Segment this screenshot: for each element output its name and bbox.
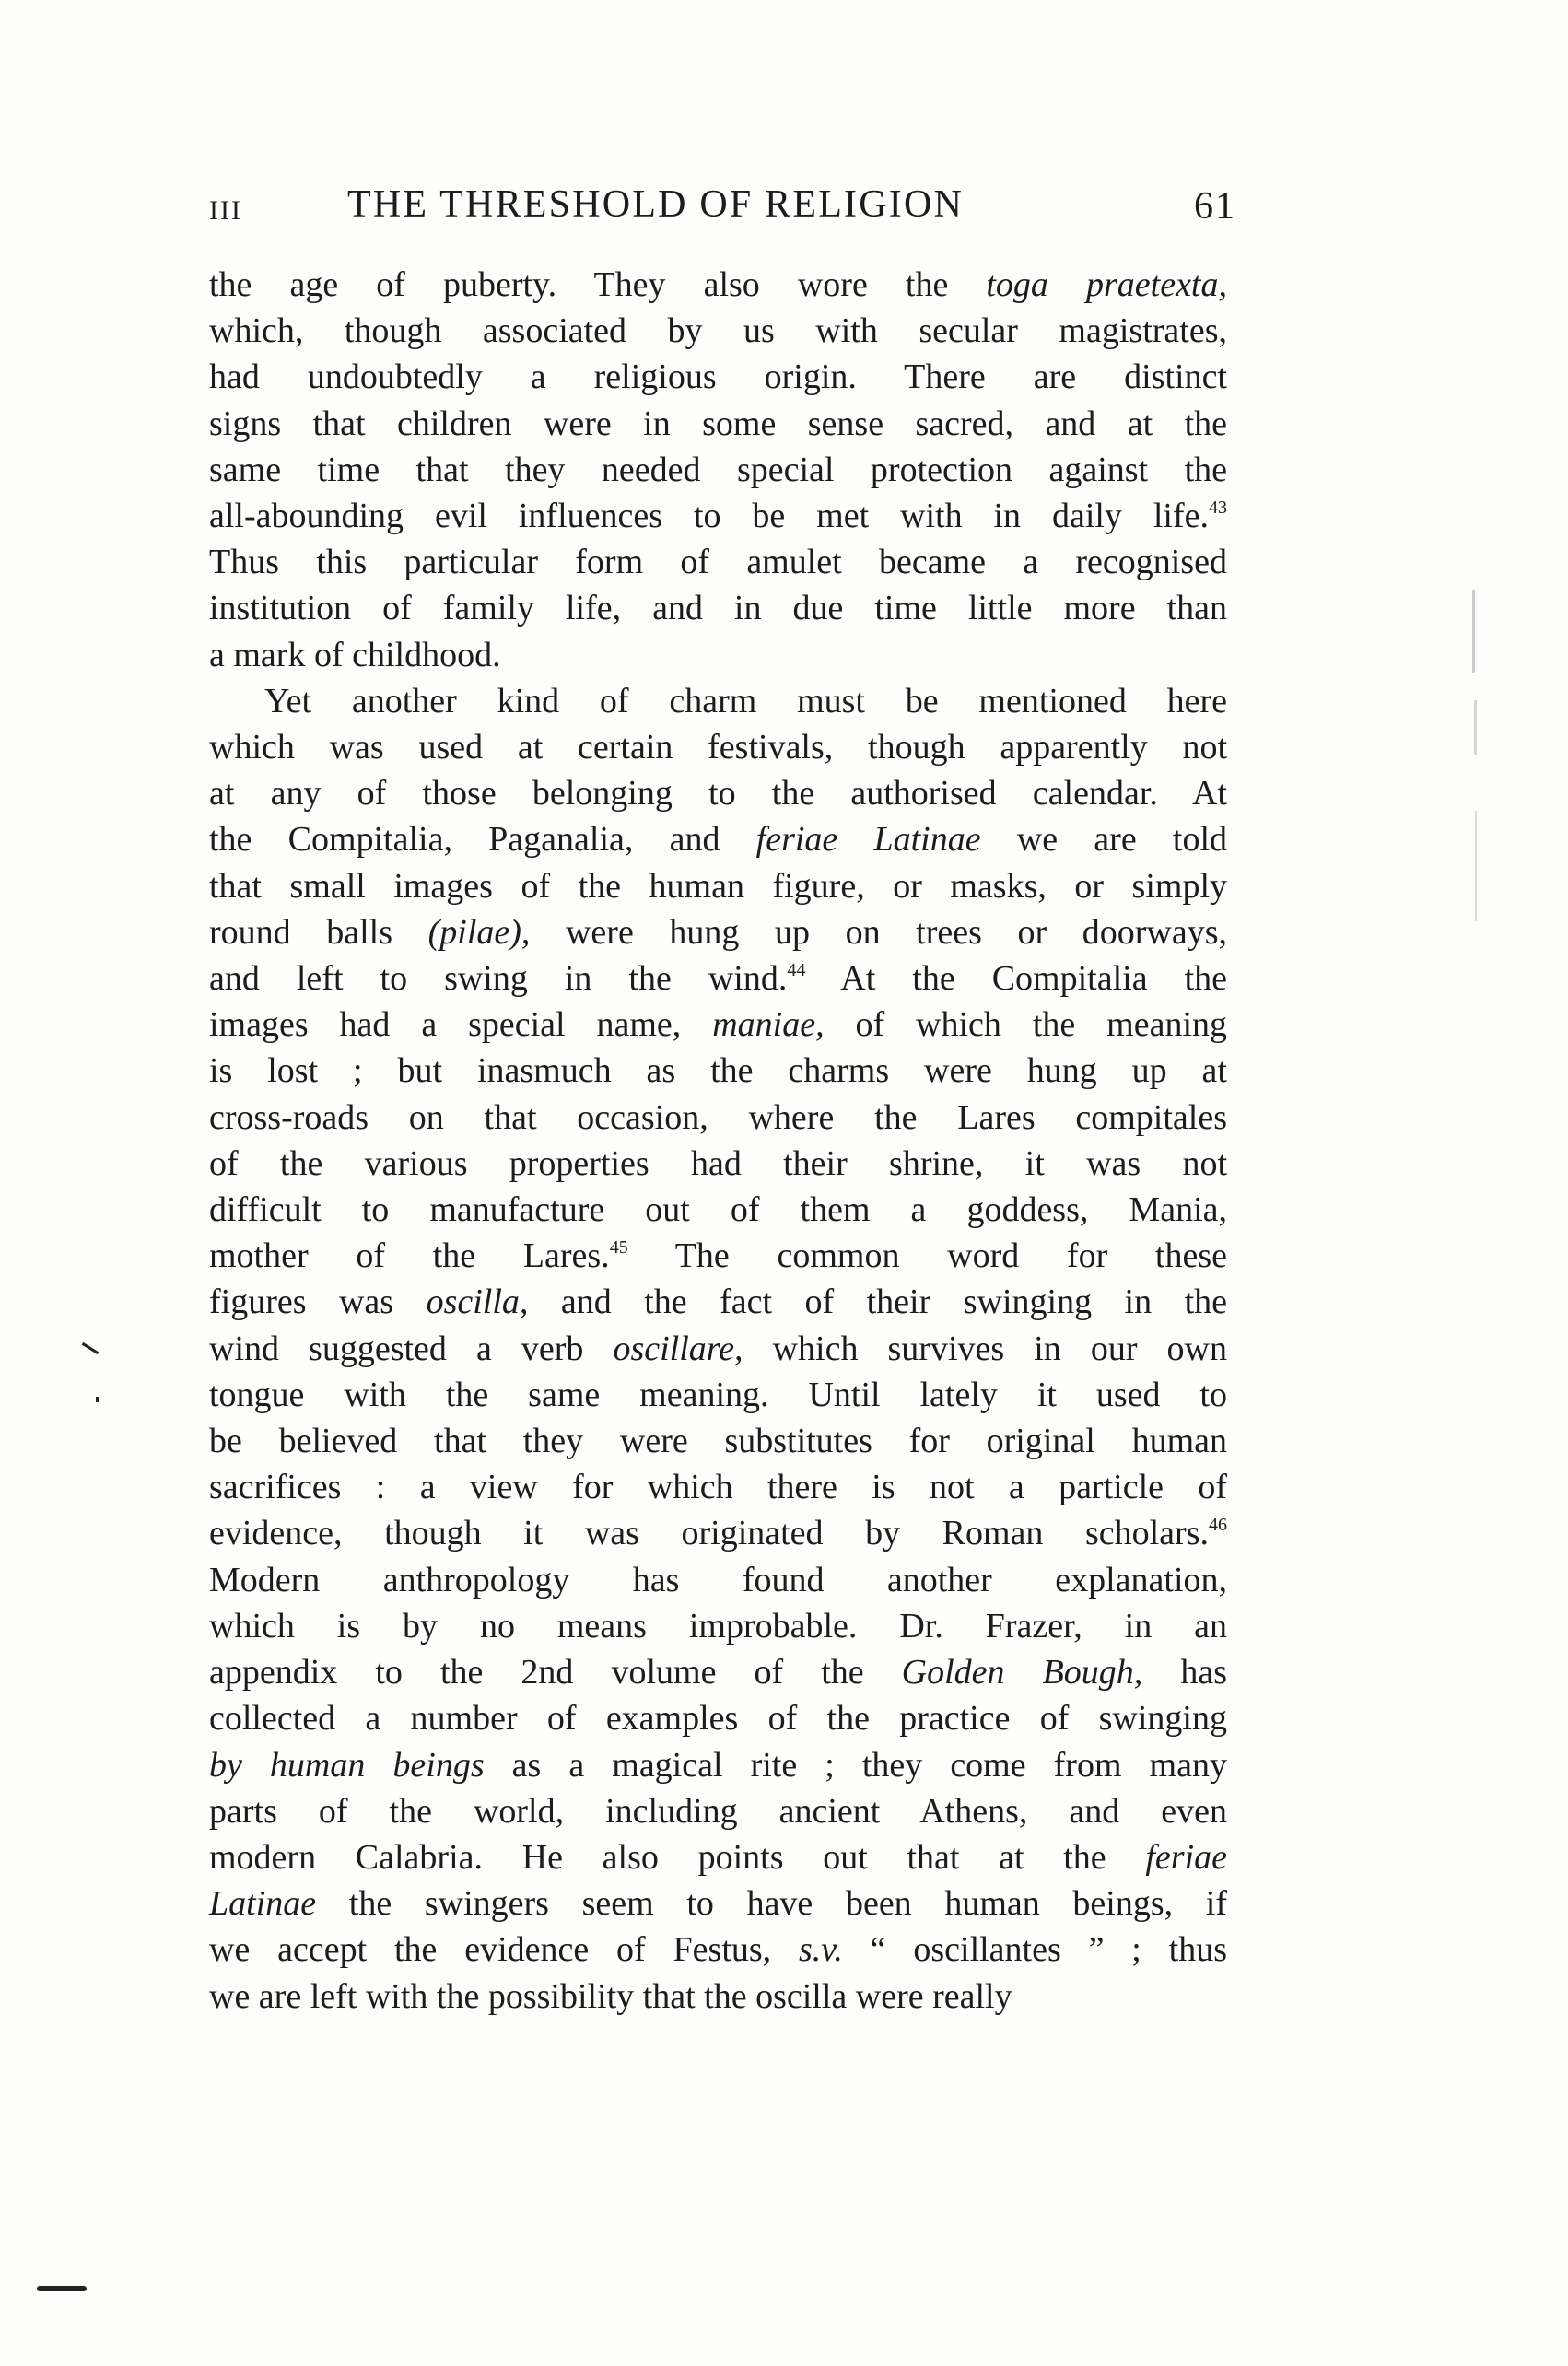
text-run: At the Compitalia the — [805, 959, 1227, 999]
text-run: that small images of the human figure, or masks, or simply — [209, 866, 1227, 906]
text-run: parts of the world, including ancient Athens, and even — [209, 1791, 1227, 1831]
text-run: the age of puberty. They also wore the — [209, 265, 987, 304]
italic-run: Latinae — [209, 1884, 317, 1924]
text-line — [209, 770, 1227, 816]
text-line — [209, 1510, 1227, 1556]
text-run: figures was — [209, 1283, 427, 1322]
paragraph-1 — [209, 262, 1227, 678]
margin-mark — [82, 1342, 99, 1354]
text-run: The common word for these — [627, 1236, 1228, 1276]
page-number: 61 — [1194, 185, 1236, 228]
running-title: THE THRESHOLD OF RELIGION — [347, 183, 965, 226]
text-run: tongue with the same meaning. Until lately it used to — [209, 1375, 1227, 1414]
text-run: same time that they needed special protection against the — [209, 450, 1227, 489]
text-run: is lost ; but inasmuch as the charms were hung up at — [209, 1051, 1227, 1091]
text-line — [209, 863, 1227, 909]
text-line — [209, 447, 1227, 493]
text-line — [209, 1742, 1227, 1788]
text-run: signs that children were in some sense sacred, and at the — [209, 404, 1227, 443]
text-line — [209, 401, 1227, 447]
footnote-ref: 46 — [1209, 1515, 1227, 1536]
text-run: and left to swing in the wind. — [209, 959, 788, 999]
text-line — [209, 909, 1227, 955]
italic-run: s.v. — [799, 1930, 843, 1970]
italic-run: toga praetexta, — [986, 265, 1227, 304]
text-run: institution of family life, and in due time little more than — [209, 589, 1227, 628]
footnote-ref: 43 — [1209, 498, 1227, 519]
margin-mark — [37, 2286, 87, 2291]
text-line — [209, 632, 1227, 678]
text-line — [209, 539, 1227, 585]
text-run: sacrifices : a view for which there is not a particle of — [209, 1468, 1227, 1507]
text-run: which is by no means improbable. Dr. Frazer, in an — [209, 1606, 1227, 1646]
text-run: evidence, though it was originated by Roman scholars. — [209, 1514, 1209, 1553]
text-run: wind suggested a verb — [209, 1329, 614, 1368]
text-run: appendix to the 2nd volume of the — [209, 1653, 902, 1693]
text-line — [209, 1372, 1227, 1418]
text-run: the swingers seem to have been human beings, if — [316, 1884, 1227, 1924]
text-run: collected a number of examples of the practice of swinging — [209, 1699, 1227, 1739]
text-run: Yet another kind of charm must be mentioned here — [264, 681, 1227, 720]
italic-run: oscillare, — [613, 1329, 743, 1368]
text-line — [209, 1095, 1227, 1141]
text-line — [209, 1927, 1227, 1973]
text-run: cross-roads on that occasion, where the Lares compitales — [209, 1097, 1227, 1137]
text-run: a mark of childhood. — [209, 635, 501, 674]
body-text — [209, 262, 1227, 2020]
text-run: which, though associated by us with secular magistrates, — [209, 311, 1227, 351]
text-run: which survives in our own — [743, 1329, 1227, 1368]
text-line — [209, 1326, 1227, 1372]
text-line — [209, 1187, 1227, 1233]
text-line — [209, 1233, 1227, 1279]
text-line — [209, 585, 1227, 631]
text-run: has — [1142, 1653, 1227, 1693]
text-line — [209, 678, 1227, 724]
text-line — [209, 1141, 1227, 1187]
text-run: modern Calabria. He also points out that at the — [209, 1837, 1146, 1877]
text-line — [209, 1418, 1227, 1464]
text-line — [209, 1695, 1227, 1741]
text-run: we are left with the possibility that the oscilla were really — [209, 1976, 1012, 2016]
text-line — [209, 1788, 1227, 1834]
text-line — [209, 1557, 1227, 1603]
text-run: images had a special name, — [209, 1005, 713, 1045]
italic-run: (pilae), — [427, 912, 531, 952]
text-run: which was used at certain festivals, though apparently not — [209, 728, 1227, 767]
italic-run: maniae, — [712, 1005, 825, 1045]
text-line — [209, 493, 1227, 539]
text-line — [209, 1649, 1227, 1695]
text-run: the Compitalia, Paganalia, and — [209, 820, 756, 860]
text-run: mother of the Lares. — [209, 1236, 610, 1276]
text-line — [209, 1834, 1227, 1880]
text-line — [209, 1048, 1227, 1094]
italic-run: oscilla, — [426, 1283, 529, 1322]
text-line — [209, 955, 1227, 1001]
edge-speck — [1475, 811, 1477, 921]
text-run: at any of those belonging to the authorised calendar. At — [209, 774, 1227, 814]
text-line — [209, 816, 1227, 862]
margin-mark — [96, 1397, 99, 1402]
italic-run: Golden Bough, — [901, 1653, 1143, 1693]
text-line — [209, 262, 1227, 308]
text-run: round balls — [209, 912, 428, 952]
chapter-number: III — [209, 195, 242, 226]
text-line — [209, 1603, 1227, 1649]
text-run: we are told — [980, 820, 1227, 860]
text-run: “ oscillantes ” ; thus — [842, 1930, 1227, 1970]
text-run: had undoubtedly a religious origin. There are distinct — [209, 357, 1227, 397]
text-line — [209, 1974, 1227, 2020]
footnote-ref: 45 — [609, 1237, 628, 1259]
edge-speck — [1472, 590, 1475, 673]
text-line — [209, 1880, 1227, 1927]
footnote-ref: 44 — [787, 960, 806, 981]
text-run: be believed that they were substitutes for original human — [209, 1422, 1227, 1461]
text-run: and the fact of their swinging in the — [528, 1283, 1227, 1322]
running-head — [209, 182, 1236, 238]
text-line — [209, 354, 1227, 400]
text-run: Thus this particular form of amulet became a recognised — [209, 543, 1227, 582]
text-run: were hung up on trees or doorways, — [530, 912, 1227, 952]
text-run: Modern anthropology has found another explanation, — [209, 1560, 1227, 1599]
text-line — [209, 724, 1227, 770]
italic-run: by human beings — [209, 1745, 485, 1785]
text-line — [209, 1464, 1227, 1510]
text-run: of the various properties had their shrine, it was not — [209, 1143, 1227, 1183]
text-run: of which the meaning — [824, 1005, 1227, 1045]
italic-run: feriae Latinae — [755, 820, 981, 860]
text-run: as a magical rite ; they come from many — [484, 1745, 1227, 1785]
edge-speck — [1474, 700, 1477, 755]
text-line — [209, 1001, 1227, 1048]
text-run: difficult to manufacture out of them a goddess, Mania, — [209, 1190, 1227, 1230]
paragraph-2 — [209, 678, 1227, 2020]
text-line — [209, 1279, 1227, 1325]
text-line — [209, 308, 1227, 354]
italic-run: feriae — [1145, 1837, 1227, 1877]
text-run: all-abounding evil influences to be met with in daily life. — [209, 497, 1209, 536]
text-run: we accept the evidence of Festus, — [209, 1930, 799, 1970]
